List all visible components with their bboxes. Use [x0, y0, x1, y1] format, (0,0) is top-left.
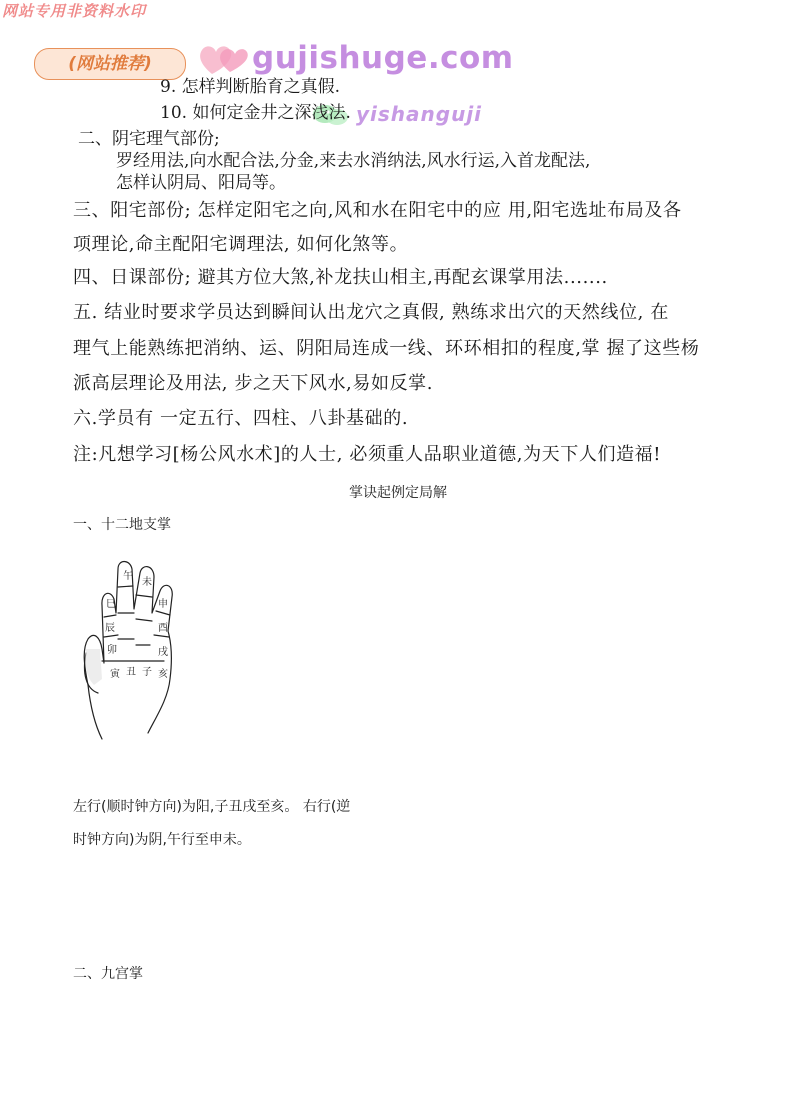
palm-label-xu: 戌 — [158, 647, 168, 658]
section-graduation-line-3: 派高层理论及用法, 步之天下风水,易如反掌. — [73, 373, 434, 394]
watermark-sub-text: yishanguji — [356, 102, 483, 126]
palm-label-wei: 未 — [142, 577, 152, 588]
palm-label-chen: 辰 — [105, 623, 115, 634]
section-yangzhai-line-1: 三、阳宅部份; 怎样定阳宅之向,风和水在阳宅中的应 用,阳宅选址布局及各 — [73, 200, 682, 221]
watermark-top-text: 网站专用非资料水印 — [2, 2, 147, 20]
palm-label-hai: 亥 — [158, 669, 168, 680]
part1-heading: 一、十二地支掌 — [73, 517, 171, 533]
part2-heading: 二、九宫掌 — [73, 966, 143, 982]
section-yinzhai-title: 二、阴宅理气部份; — [78, 129, 220, 149]
section-graduation-line-1: 五. 结业时要求学员达到瞬间认出龙穴之真假, 熟练求出穴的天然线位, 在 — [73, 302, 669, 323]
part1-description-line-2: 时钟方向)为阴,午行至申未。 — [73, 832, 251, 848]
palm-label-zi: 子 — [142, 667, 152, 678]
palm-label-si: 巳 — [106, 599, 116, 610]
watermark-site-name: gujishuge.com — [252, 40, 514, 76]
outline-item-10: 10. 如何定金井之深浅法. — [160, 103, 351, 123]
palm-label-you: 酉 — [158, 623, 168, 634]
note-line: 注:凡想学习[杨公风水术]的人士, 必须重人品职业道德,为天下人们造福! — [73, 444, 662, 465]
palm-diagram — [76, 553, 188, 743]
section-graduation-line-2: 理气上能熟练把消纳、运、阴阳局连成一线、环环相扣的程度,掌 握了这些杨 — [73, 338, 700, 359]
section-title: 掌诀起例定局解 — [349, 485, 447, 501]
outline-item-9: 9. 怎样判断胎育之真假. — [160, 77, 341, 97]
palm-label-mao: 卯 — [107, 645, 117, 656]
palm-label-shen: 申 — [158, 599, 168, 610]
section-rike-line: 四、日课部份; 避其方位大煞,补龙扶山相主,再配玄课掌用法....... — [73, 267, 608, 288]
palm-label-yin: 寅 — [110, 669, 120, 680]
section-yinzhai-line-2: 怎样认阴局、阳局等。 — [116, 173, 286, 193]
watermark-badge: (网站推荐) — [34, 48, 186, 80]
section-requirement-line: 六.学员有 一定五行、四柱、八卦基础的. — [73, 408, 409, 429]
section-yangzhai-line-2: 项理论,命主配阳宅调理法, 如何化煞等。 — [73, 234, 409, 255]
palm-label-chou: 丑 — [126, 667, 136, 678]
section-yinzhai-line-1: 罗经用法,向水配合法,分金,来去水消纳法,风水行运,入首龙配法, — [116, 151, 591, 171]
palm-label-wu: 午 — [123, 571, 133, 582]
part1-description-line-1: 左行(顺时钟方向)为阳,子丑戌至亥。 右行(逆 — [73, 799, 351, 815]
